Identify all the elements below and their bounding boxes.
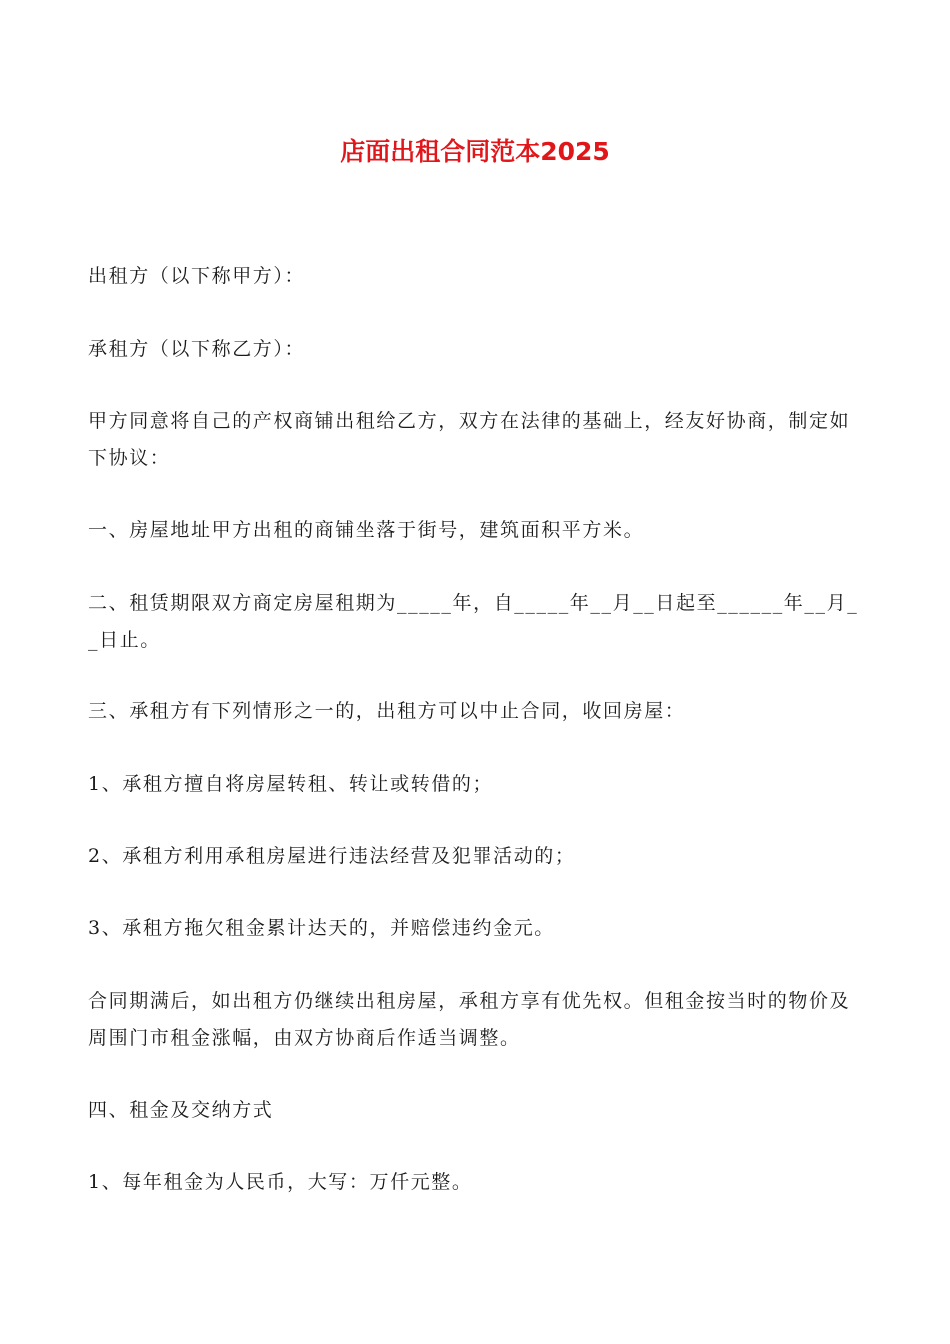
paragraph-section-1-address: 一、房屋地址甲方出租的商铺坐落于街号，建筑面积平方米。 bbox=[88, 519, 645, 541]
paragraph-renewal: 合同期满后，如出租方仍继续出租房屋，承租方享有优先权。但租金按当时的物价及周围门市租金涨幅，由双方协商后作适当调整。 bbox=[88, 990, 851, 1049]
paragraph-section-2-term: 二、租赁期限双方商定房屋租期为_____年，自_____年__月__日起至______年__月__日止。 bbox=[88, 592, 859, 651]
paragraph-agreement-intro: 甲方同意将自己的产权商铺出租给乙方，双方在法律的基础上，经友好协商，制定如下协议： bbox=[88, 410, 851, 469]
paragraph-section-4-rent: 四、租金及交纳方式 bbox=[88, 1099, 274, 1121]
paragraph-section-3-termination: 三、承租方有下列情形之一的，出租方可以中止合同，收回房屋： bbox=[88, 700, 686, 722]
list-item-3-arrears: 3、承租方拖欠租金累计达天的，并赔偿违约金元。 bbox=[88, 917, 555, 939]
list-item-1-annual-rent: 1、每年租金为人民币，大写：万仟元整。 bbox=[88, 1171, 473, 1193]
paragraph-lessor: 出租方（以下称甲方）： bbox=[88, 265, 306, 287]
list-item-2-illegal: 2、承租方利用承租房屋进行违法经营及犯罪活动的； bbox=[88, 845, 576, 867]
document-title: 店面出租合同范本2025 bbox=[340, 137, 610, 166]
paragraph-lessee: 承租方（以下称乙方）： bbox=[88, 338, 306, 360]
list-item-1-sublet: 1、承租方擅自将房屋转租、转让或转借的； bbox=[88, 773, 494, 795]
